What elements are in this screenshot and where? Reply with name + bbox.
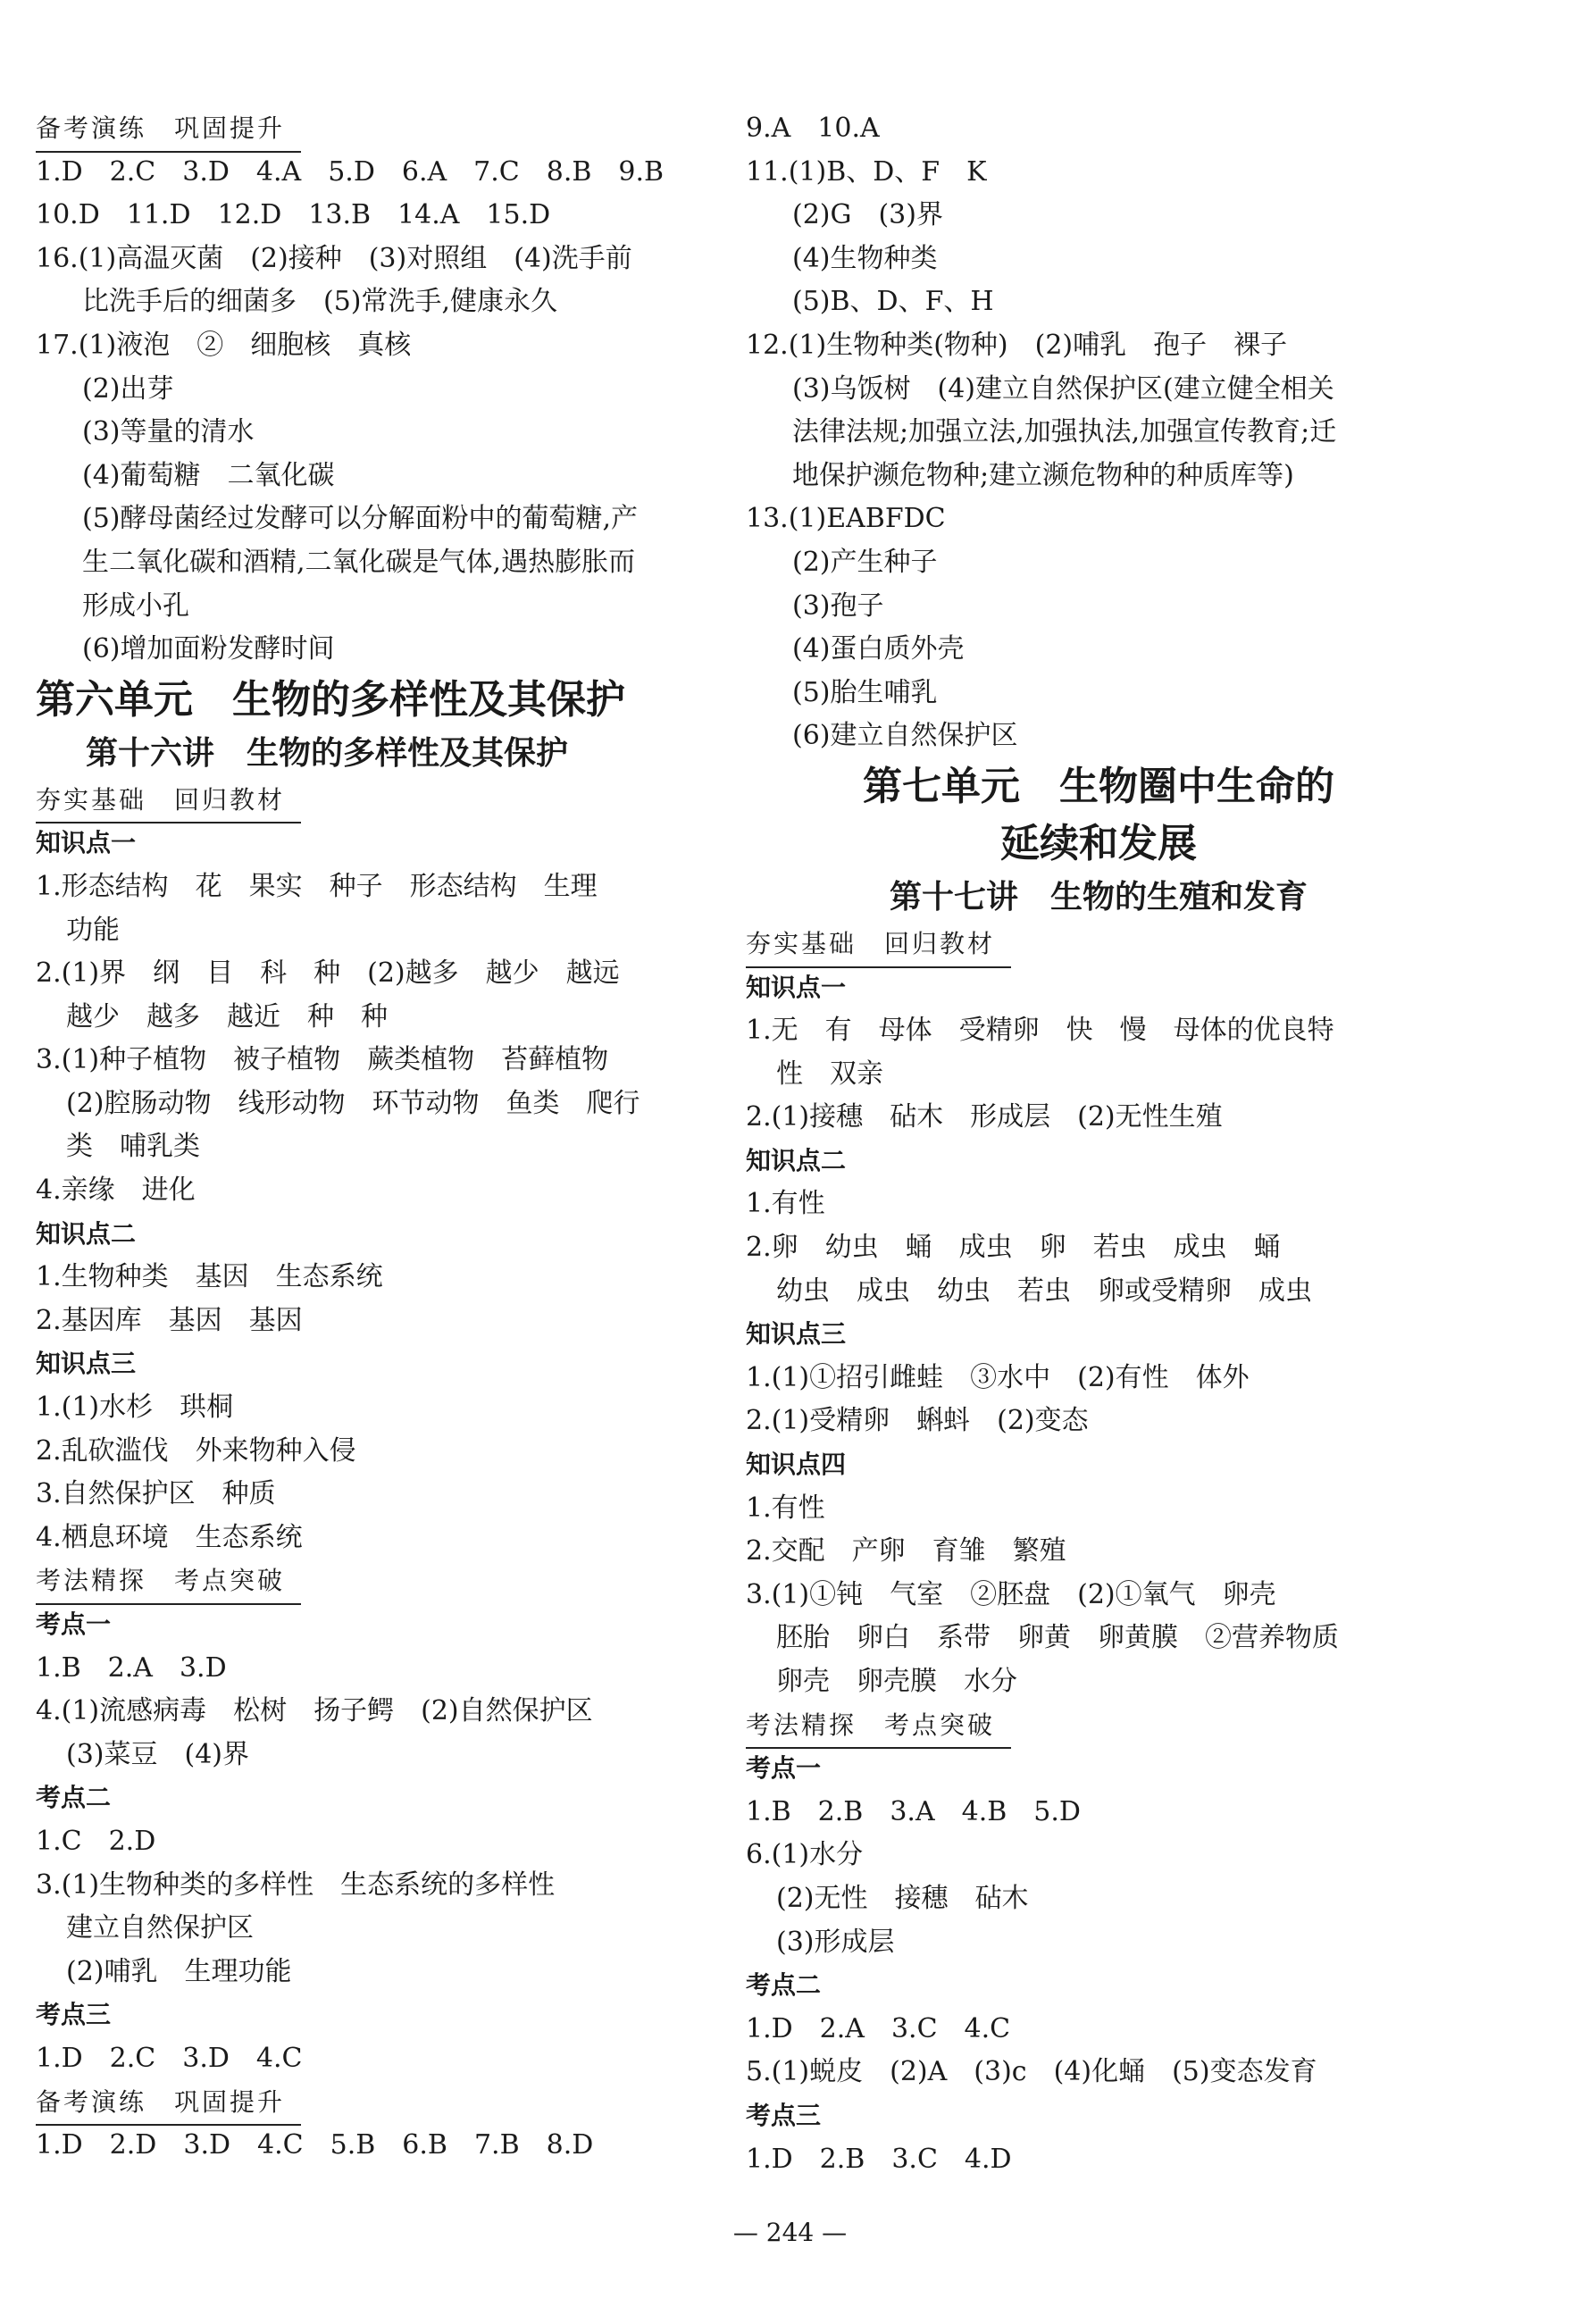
left-column bbox=[36, 107, 723, 2168]
answer-line: 2.(1)接穗 砧木 形成层 (2)无性生殖 bbox=[746, 1101, 1223, 1133]
right-column bbox=[746, 107, 1451, 2181]
answer-line: 3.(1)①钝 气室 ②胚盘 (2)①氧气 卵壳 bbox=[746, 1578, 1276, 1610]
answer-line: 地保护濒危物种;建立濒危物种的种质库等) bbox=[792, 459, 1294, 491]
answer-line: 16.(1)高温灭菌 (2)接种 (3)对照组 (4)洗手前 bbox=[36, 242, 632, 274]
answer-line: 6.(1)水分 bbox=[746, 1839, 864, 1871]
answer-line: 1.B 2.A 3.D bbox=[36, 1651, 227, 1684]
answer-line: 比洗手后的细菌多 (5)常洗手,健康永久 bbox=[82, 286, 558, 318]
section-header-wrap bbox=[36, 1559, 723, 1603]
section-header-wrap bbox=[36, 779, 723, 823]
section-header-wrap bbox=[36, 107, 723, 151]
answer-line: 1.C 2.D bbox=[36, 1825, 156, 1857]
section-header-wrap bbox=[746, 1704, 1451, 1748]
knowledge-point-heading: 考点二 bbox=[746, 1970, 822, 2001]
answer-line: (2)哺乳 生理功能 bbox=[66, 1955, 292, 1987]
knowledge-point-heading: 考点三 bbox=[36, 2000, 112, 2030]
unit-title: 第七单元 生物圈中生命的 bbox=[863, 763, 1334, 809]
answer-line: 1.有性 bbox=[746, 1188, 825, 1220]
answer-line: 3.(1)种子植物 被子植物 蕨类植物 苔藓植物 bbox=[36, 1044, 609, 1076]
section-header-wrap bbox=[746, 923, 1451, 966]
answer-line: 法律法规;加强立法,加强执法,加强宣传教育;迁 bbox=[792, 416, 1337, 448]
lecture-title: 第十七讲 生物的生殖和发育 bbox=[889, 878, 1308, 915]
answer-line: 形成小孔 bbox=[82, 589, 189, 622]
answer-line: 1.D 2.D 3.D 4.C 5.B 6.B 7.B 8.D bbox=[36, 2129, 594, 2161]
knowledge-point-heading: 考点一 bbox=[36, 1609, 112, 1639]
knowledge-point-heading: 知识点三 bbox=[36, 1349, 137, 1379]
answer-line: (2)产生种子 bbox=[792, 546, 938, 578]
answer-line: (3)孢子 bbox=[792, 589, 884, 622]
answer-line: (2)腔肠动物 线形动物 环节动物 鱼类 爬行 bbox=[66, 1087, 640, 1119]
answer-line: 2.乱砍滥伐 外来物种入侵 bbox=[36, 1434, 356, 1467]
answer-line: 4.栖息环境 生态系统 bbox=[36, 1521, 303, 1553]
answer-line: (6)建立自然保护区 bbox=[792, 720, 1018, 752]
answer-line: 2.(1)受精卵 蝌蚪 (2)变态 bbox=[746, 1405, 1089, 1437]
answer-line: 2.卵 幼虫 蛹 成虫 卵 若虫 成虫 蛹 bbox=[746, 1232, 1281, 1264]
answer-line: 生二氧化碳和酒精,二氧化碳是气体,遇热膨胀而 bbox=[82, 546, 636, 578]
answer-line: 3.自然保护区 种质 bbox=[36, 1478, 276, 1510]
answer-line: (4)蛋白质外壳 bbox=[792, 633, 965, 665]
knowledge-point-heading: 知识点二 bbox=[36, 1218, 137, 1249]
answer-line: 11.(1)B、D、F K bbox=[746, 155, 987, 188]
answer-line: 1.D 2.B 3.C 4.D bbox=[746, 2143, 1012, 2175]
section-header: 备考演练 巩固提升 bbox=[36, 2081, 301, 2127]
answer-line: 12.(1)生物种类(物种) (2)哺乳 孢子 裸子 bbox=[746, 329, 1288, 361]
answer-line: 13.(1)EABFDC bbox=[746, 503, 946, 535]
answer-line: 2.基因库 基因 基因 bbox=[36, 1304, 303, 1336]
knowledge-point-heading: 考点三 bbox=[746, 2100, 822, 2130]
section-header: 备考演练 巩固提升 bbox=[36, 107, 301, 153]
answer-line: 1.无 有 母体 受精卵 快 慢 母体的优良特 bbox=[746, 1015, 1334, 1047]
answer-line: 2.交配 产卵 育雏 繁殖 bbox=[746, 1535, 1066, 1567]
answer-line: 卵壳 卵壳膜 水分 bbox=[776, 1666, 1017, 1697]
page-number: — 244 — bbox=[732, 2218, 848, 2247]
knowledge-point-heading: 考点一 bbox=[746, 1753, 822, 1784]
answer-line: 功能 bbox=[66, 914, 120, 946]
answer-line: (2)出芽 bbox=[82, 372, 174, 405]
section-header-wrap bbox=[36, 2081, 723, 2125]
answer-line: (3)菜豆 (4)界 bbox=[66, 1738, 249, 1770]
section-header: 夯实基础 回归教材 bbox=[36, 779, 301, 824]
answer-line: (4)生物种类 bbox=[792, 242, 938, 274]
answer-line: (5)B、D、F、H bbox=[792, 286, 994, 318]
answer-line: 3.(1)生物种类的多样性 生态系统的多样性 bbox=[36, 1868, 556, 1901]
answer-line: 4.(1)流感病毒 松树 扬子鳄 (2)自然保护区 bbox=[36, 1695, 593, 1727]
answer-line: 建立自然保护区 bbox=[66, 1912, 254, 1944]
answer-line: 1.(1)①招引雌蛙 ③水中 (2)有性 体外 bbox=[746, 1361, 1250, 1393]
answer-line: 1.D 2.C 3.D 4.C bbox=[36, 2042, 303, 2074]
knowledge-point-heading: 知识点二 bbox=[746, 1145, 847, 1175]
answer-line: 1.(1)水杉 珙桐 bbox=[36, 1392, 234, 1424]
answer-line: 1.生物种类 基因 生态系统 bbox=[36, 1261, 383, 1293]
answer-line: (5)酵母菌经过发酵可以分解面粉中的葡萄糖,产 bbox=[82, 503, 639, 535]
answer-line: 2.(1)界 纲 目 科 种 (2)越多 越少 越远 bbox=[36, 957, 620, 990]
answer-line: (6)增加面粉发酵时间 bbox=[82, 633, 335, 665]
section-header: 考法精探 考点突破 bbox=[36, 1559, 301, 1605]
section-header: 考法精探 考点突破 bbox=[746, 1704, 1011, 1750]
unit-title: 第六单元 生物的多样性及其保护 bbox=[36, 676, 625, 723]
answer-line: 10.D 11.D 12.D 13.B 14.A 15.D bbox=[36, 199, 551, 231]
answer-line: (3)形成层 bbox=[776, 1926, 895, 1958]
answer-line: (2)G (3)界 bbox=[792, 199, 943, 231]
answer-line: 4.亲缘 进化 bbox=[36, 1175, 196, 1207]
answer-line: 1.D 2.A 3.C 4.C bbox=[746, 2012, 1011, 2044]
answer-line: 1.B 2.B 3.A 4.B 5.D bbox=[746, 1795, 1081, 1827]
answer-line: (4)葡萄糖 二氧化碳 bbox=[82, 459, 335, 491]
answer-line: (5)胎生哺乳 bbox=[792, 676, 938, 708]
answer-line: (2)无性 接穗 砧木 bbox=[776, 1882, 1029, 1914]
knowledge-point-heading: 知识点一 bbox=[36, 828, 137, 858]
answer-line: 类 哺乳类 bbox=[66, 1131, 200, 1163]
section-header: 夯实基础 回归教材 bbox=[746, 923, 1011, 968]
answer-line: 9.A 10.A bbox=[746, 113, 880, 144]
unit-title: 延续和发展 bbox=[1000, 820, 1197, 866]
answer-line: 性 双亲 bbox=[776, 1058, 883, 1090]
answer-line: 幼虫 成虫 幼虫 若虫 卵或受精卵 成虫 bbox=[776, 1275, 1312, 1307]
answer-line: 1.有性 bbox=[746, 1492, 825, 1524]
answer-line: 17.(1)液泡 ② 细胞核 真核 bbox=[36, 329, 412, 361]
answer-line: 1.D 2.C 3.D 4.A 5.D 6.A 7.C 8.B 9.B bbox=[36, 155, 665, 188]
answer-line: 胚胎 卵白 系带 卵黄 卵黄膜 ②营养物质 bbox=[776, 1622, 1339, 1654]
knowledge-point-heading: 考点二 bbox=[36, 1783, 112, 1813]
answer-line: 5.(1)蜕皮 (2)A (3)c (4)化蛹 (5)变态发育 bbox=[746, 2056, 1317, 2088]
answer-line: (3)乌饭树 (4)建立自然保护区(建立健全相关 bbox=[792, 372, 1334, 405]
knowledge-point-heading: 知识点一 bbox=[746, 972, 847, 1002]
answer-line: (3)等量的清水 bbox=[82, 416, 255, 448]
lecture-title: 第十六讲 生物的多样性及其保护 bbox=[86, 734, 569, 772]
knowledge-point-heading: 知识点三 bbox=[746, 1319, 847, 1350]
answer-line: 越少 越多 越近 种 种 bbox=[66, 1000, 388, 1032]
knowledge-point-heading: 知识点四 bbox=[746, 1450, 847, 1480]
answer-line: 1.形态结构 花 果实 种子 形态结构 生理 bbox=[36, 870, 598, 902]
